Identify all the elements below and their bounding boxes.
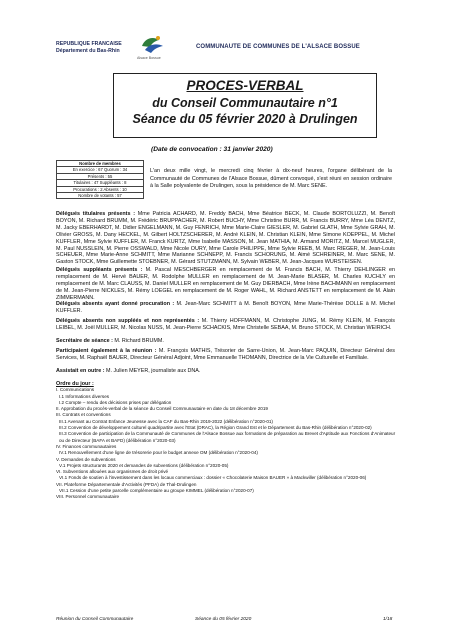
members-row: En exercice : 67 Quorum : 34	[57, 167, 144, 173]
agenda-item: III.1 Avenant au Contrat Enfance Jeunesse avec la CAF du Bas-Rhin 2019-2022 (délibération n°2020-01)	[59, 418, 273, 424]
section-text: M. Thierry HOFFMANN, M. Christophe JUNG, M. Rémy KLEIN, M. François LEIBEL, M. Joël MULLER, M. Nicolas NUSS, M. Jean-Pierre SCHACKIS, Mme Christelle SEBAA, M. Bruno STOCK, M. Christian WEIRICH.	[56, 318, 395, 331]
section-label: Délégués absents ayant donné procuration :	[56, 301, 175, 307]
footer-center: Séance du 05 février 2020	[195, 617, 252, 622]
section-assistait	[56, 368, 395, 375]
title-line3: Séance du 05 février 2020 à Drulingen	[132, 112, 358, 126]
members-table-header: Nombre de membres	[57, 161, 144, 167]
section-text: M. Richard BRUMM.	[112, 338, 164, 344]
section-text: M. François MATHIS, Trésorier de Sarre-Union, M. Jean-Marc PAQUIN, Directeur Général des Services, M. Raphaël BAUER, Directeur Général Adjoint, Mme Emmanuelle THOMANN, Directrice de la Vie Culturelle et Familiale.	[56, 348, 395, 361]
agenda-item: IV.1 Renouvellement d'une ligne de trésorerie pour le budget annexe OM (délibération n°2020-04)	[59, 450, 258, 456]
section-label: Secrétaire de séance :	[56, 338, 113, 344]
agenda	[56, 381, 396, 501]
agenda-item: VI. Subventions allouées aux organismes de droit privé	[56, 469, 169, 475]
members-row: Présents : 55	[57, 173, 144, 179]
section-procurations	[56, 301, 395, 315]
title-line1: PROCES-VERBAL	[186, 78, 304, 93]
members-row: Titulaires : 47 Suppléants : 8	[57, 180, 144, 186]
agenda-item: IV. Finances communautaires	[56, 443, 117, 449]
section-suppleants	[56, 267, 395, 302]
agenda-item: I.1 Informations diverses	[59, 393, 110, 399]
section-text: M. Julien MEYER, journaliste aux DNA.	[104, 368, 201, 374]
agenda-item: VII.1 Cession d'une petite parcelle complémentaire au groupe KIMMEL (délibération n°2020-07)	[59, 488, 254, 494]
members-row: Procurations : 2 Absents : 10	[57, 186, 144, 192]
agenda-item: III.3 Convention de participation de la Communauté de Communes de l'Alsace Bossue aux formations de préparation au Brevet d'Aptitude aux Fonctions d'Animateur ou de Directeur (BAFA et BAFD) (délibération n°2020-03)	[59, 431, 396, 443]
section-label: Délégués absents non suppléés et non représentés :	[56, 318, 200, 324]
agenda-item: I.2 Compte – rendu des décisions prises par délégation	[59, 399, 172, 405]
title-line2: du Conseil Communautaire n°1	[152, 96, 338, 110]
header-left	[56, 41, 122, 54]
section-participants	[56, 348, 395, 362]
header-organization: COMMUNAUTE DE COMMUNES DE L'ALSACE BOSSUE	[196, 44, 360, 50]
section-text: Mme Patricia ACHARD, M. Freddy BACH, Mme Béatrice BECK, M. Claude BORTOLUZZI, M. Benoît BOYON, M. Richard BRUMM, M. Frédéric BRUPPACHER, M. Robert BUCHY, Mme Christine BURR, M. Francis BURRY, Mme Léa DENTZ, M. Jacky EBERHARDT, M. Didier ENGELMANN, M. Guy FENRICH, Mme Marie-Claire GIESLER, M. Gabriel GLATH, Mme Sylvie GRAH, M. Olivier GROSS, M. Dany HECKEL, M. Gilbert HOLTZSCHERER, M. André KLEIN, M. Christian KLEIN, Mme Simone KOEPPEL, M. Michel KUFFLER, Mme Sylvie KUFFLER, M. Franck KURTZ, Mme Isabelle MASSON, M. Jean MATHIA, M. Armand MORITZ, M. Marcel MUGLER, M. Paul NUSSLEIN, M. Pierre OSSWALD, Mme Nicole OURY, Mme Carole PHILIPPE, Mme Sylvie REEB, M. Marc RIEGER, M. Jean-Louis SCHEUER, Mme Marie-Anne SCHMITT, Mme Marianne SCHNEPP, M. Francis SCHORUNG, M. Aimé SCHREINER, M. Marc SENE, M. Gaston STOCK, Mme Guillemette STOEBNER, M. Gérard STUTZMANN, M. Sylvain WEBER, M. Jean-Jacques WURSTEISEN.	[56, 211, 395, 266]
intro-paragraph: L'an deux mille vingt, le mercredi cinq février à dix-neuf heures, l'organe délibérant de la Communauté de Communes de l'Alsace Bossue, dûment convoqué, s'est réuni en session ordinaire à la Salle polyvalente de Drulingen, sous la présidence de M. Marc SENE.	[150, 168, 392, 190]
section-label: Assistait en outre :	[56, 368, 105, 374]
agenda-item: V.1 Projets structurants 2020 et demandes de subventions (délibération n°2020-05)	[59, 462, 229, 468]
header-department: Département du Bas-Rhin	[56, 47, 120, 54]
section-text: M. Pascal MESCHBERGER en remplacement de M. Francis BACH, M. Thierry DEHLINGER en remplacement de M. Hervé BAUER, M. Rodolphe MULLER en remplacement de M. Jean-Marie BLASER, M. Charles KUCHLY en remplacement de M. Marc CLAUSS, M. Daniel MULLER en remplacement de M. Guy DIERBACH, Mme Irène BACHMANN en remplacement de M. Jean-Pierre NICKLES, M. Rémy LOEGEL en remplacement de M. Roger WAHL, M. Richard ANSTETT en remplacement de M. Alain ZIMMERMANN.	[56, 267, 396, 301]
members-row: Nombre de votants : 57	[57, 193, 144, 199]
agenda-item: VII. Plateforme Départementale d'Activités (PFDA) de Thal-Drulingen	[56, 481, 197, 487]
section-absents	[56, 318, 395, 332]
agenda-item: V. Demandes de subventions	[56, 456, 116, 462]
agenda-title: Ordre du jour :	[56, 381, 94, 387]
section-text: M. Jean-Marc SCHMITT à M. Benoît BOYON, Mme Marie-Thérèse DOLLE à M. Michel KUFFLER.	[56, 301, 395, 314]
section-label: Délégués suppléants présents :	[56, 267, 143, 273]
agenda-item: VIII. Personnel communautaire	[56, 494, 120, 500]
title-box	[113, 73, 377, 138]
agenda-item: I. Communications	[56, 387, 95, 393]
logo-icon	[139, 34, 165, 56]
convocation-date: (Date de convocation : 31 janvier 2020)	[151, 146, 273, 153]
agenda-item: III.2 Convention de développement culturel quadripartite avec l'Etat (DRAC), la Région Grand Est et le Département du Bas-Rhin (délibération n°2020-02)	[59, 425, 372, 431]
agenda-item: III. Contrats et conventions	[56, 412, 111, 418]
section-titulaires	[56, 211, 395, 266]
agenda-item: II. Approbation du procès-verbal de la séance du Conseil Communautaire en date du 18 décembre 2019	[56, 406, 268, 412]
footer-left: Réunion du Conseil Communautaire	[56, 617, 134, 622]
section-label: Participaient également à la réunion :	[56, 348, 157, 354]
header-republic: REPUBLIQUE FRANCAISE	[56, 41, 122, 47]
footer-page-number: 1/18	[383, 617, 393, 622]
logo-text: Alsace Bossue	[137, 56, 161, 60]
agenda-item: VI.1 Fonds de soutien à l'investissement dans les locaux commerciaux : dossier « Chocolaterie Maison BAUER » à Mackwiller (délibération n°2020-06)	[59, 475, 367, 481]
section-secretaire	[56, 338, 395, 345]
members-table	[56, 160, 144, 199]
section-label: Délégués titulaires présents :	[56, 211, 136, 217]
